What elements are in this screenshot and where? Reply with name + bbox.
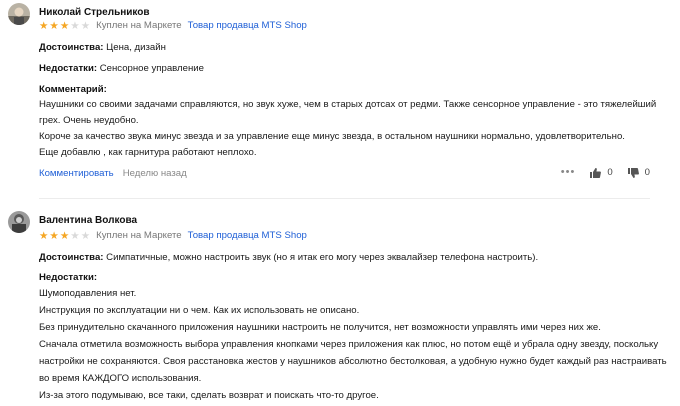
review-votes <box>561 166 650 180</box>
review-date: Неделю назад <box>122 168 187 179</box>
rating-stars <box>39 21 90 32</box>
star-icon: ★ <box>59 229 70 242</box>
pros-text: Симпатичные, можно настроить звук (но я итак его могу через эквалайзер телефона настроить). <box>106 252 539 263</box>
star-icon: ★ <box>39 229 49 242</box>
cons-label: Недостатки: <box>39 63 98 74</box>
pros-label: Достоинства: <box>39 252 104 263</box>
thumbs-up-icon <box>589 167 601 179</box>
like-count: 0 <box>607 166 613 178</box>
purchase-badge: Куплен на Маркете <box>96 230 182 241</box>
star-icon: ★ <box>80 229 91 242</box>
pros-section <box>39 252 669 264</box>
purchase-badge: Куплен на Маркете <box>96 20 182 31</box>
review-meta <box>39 230 307 242</box>
star-icon: ★ <box>39 19 49 32</box>
cons-line: Из-за этого подумываю, все таки, сделать возврат и поискать что-то другое. <box>39 389 379 401</box>
cons-section <box>39 63 669 75</box>
cons-section <box>39 272 669 406</box>
cons-line: Инструкция по эксплуатации ни о чем. Как их использовать не описано. <box>39 304 360 316</box>
comment-label: Комментарий: <box>39 84 107 95</box>
comment-line: грех. Очень неудобно. <box>39 114 139 126</box>
cons-line: Сначала отметила возможность выбора управления кнопками через приложения как плюс, но потом ещё и убрала одну звезду, поскольку <box>39 338 659 350</box>
seller-link[interactable]: Товар продавца MTS Shop <box>187 20 307 31</box>
star-icon: ★ <box>70 19 80 32</box>
comment-button[interactable]: Комментировать <box>39 168 114 179</box>
dislike-button[interactable] <box>627 167 650 179</box>
review-meta <box>39 20 307 32</box>
review-divider <box>39 198 650 199</box>
cons-label: Недостатки: <box>39 272 98 283</box>
review-card <box>0 0 680 190</box>
seller-link[interactable]: Товар продавца MTS Shop <box>187 230 307 241</box>
comment-line: Короче за качество звука минус звезда и за управление еще минус звезда, в остальном наушники нормально, удовлетворительно. <box>39 130 625 142</box>
star-icon: ★ <box>49 19 59 32</box>
review-author[interactable]: Николай Стрельников <box>39 7 150 18</box>
star-icon: ★ <box>80 19 91 32</box>
avatar[interactable] <box>8 211 30 233</box>
review-actions <box>39 168 187 180</box>
cons-line: Без принудительно скачанного приложения наушники настроить не получится, нет возможности управлять ими через них же. <box>39 321 601 333</box>
like-button[interactable] <box>589 167 612 179</box>
avatar[interactable] <box>8 3 30 25</box>
cons-line: настройки не сохраняются. Своя расстановка жестов у наушников абсолютно бестолковая, а удобную нужно будет каждый раз настраивать <box>39 355 667 367</box>
star-icon: ★ <box>59 19 70 32</box>
pros-section <box>39 42 669 54</box>
comment-section <box>39 84 669 163</box>
cons-line: во время КАЖДОГО использования. <box>39 372 202 384</box>
comment-line: Еще добавлю , как гарнитура работают неплохо. <box>39 146 257 158</box>
cons-line: Шумоподавления нет. <box>39 287 137 299</box>
comment-line: Наушники со своими задачами справляются, но звук хуже, чем в старых дотсах от редми. Также сенсорное управление - это тяжелейший <box>39 98 657 110</box>
dislike-count: 0 <box>644 166 650 178</box>
more-dots-icon[interactable]: ••• <box>560 166 576 178</box>
pros-label: Достоинства: <box>39 42 104 53</box>
thumbs-down-icon <box>627 167 639 179</box>
review-card <box>0 208 680 406</box>
rating-stars <box>39 231 90 242</box>
review-author[interactable]: Валентина Волкова <box>39 215 138 226</box>
cons-text: Сенсорное управление <box>99 63 204 74</box>
star-icon: ★ <box>49 229 59 242</box>
pros-text: Цена, дизайн <box>106 42 166 53</box>
star-icon: ★ <box>70 229 80 242</box>
